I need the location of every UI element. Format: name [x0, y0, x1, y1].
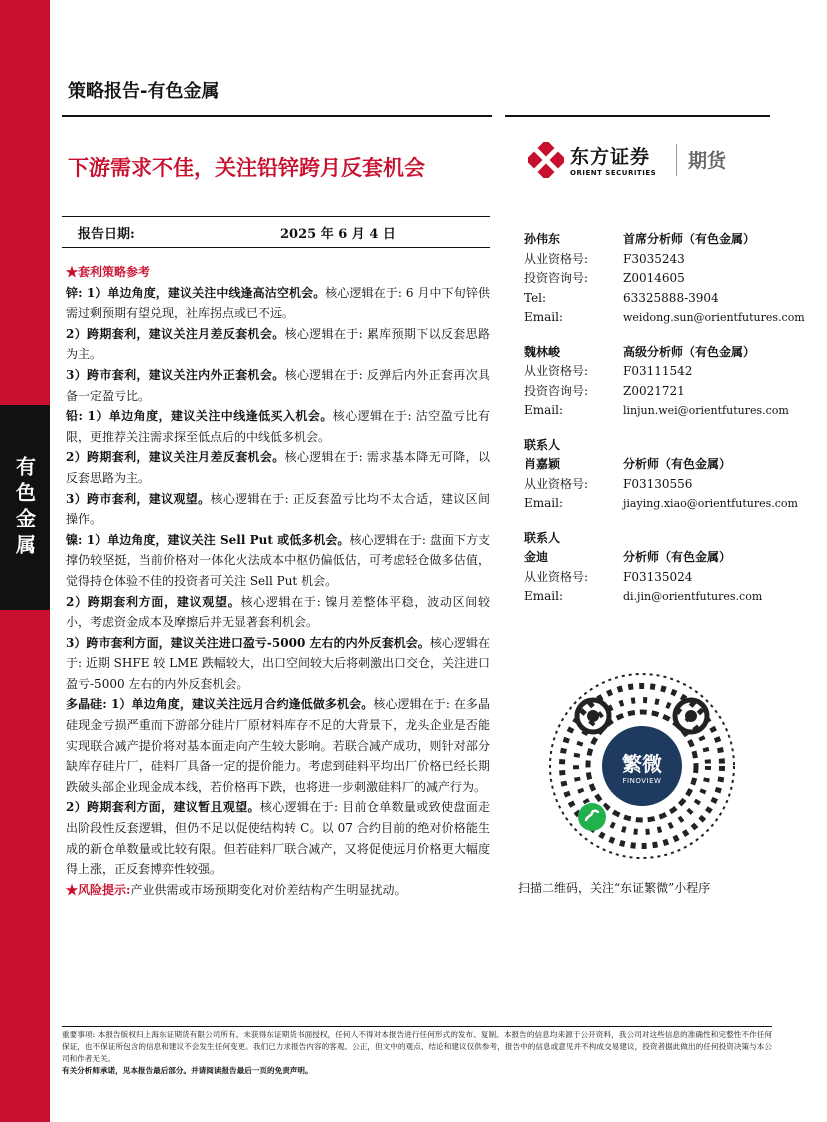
paragraph-lead: 2）跨期套利方面，建议暂且观望。 — [66, 800, 260, 815]
risk-label: ★风险提示: — [66, 882, 131, 897]
analyst-title: 首席分析师（有色金属） — [623, 232, 756, 246]
disclaimer-text: 重要事项: 本报告版权归上海东证期货有限公司所有。未获得东证期货书面授权，任何人不得对本报告进行任何形式的发布、复制。本报告的信息均来源于公开资料，我公司对这些信息的准确性和完整性不作任何保证，也不保证所包含的信息和建议不会发生任何变更。我们已力求报告内容的客观、公正，但文中的观点、结论和建议仅供参考，报告中的信息或意见并不构成交易建议，投资者据此做出的任何投资决策与本公司和作者无关。 — [62, 1030, 772, 1063]
paragraph — [66, 592, 490, 633]
field-value: F03111542 — [623, 364, 693, 378]
qr-center-en: FINOVIEW — [622, 776, 662, 785]
analyst-block — [524, 529, 794, 607]
paragraph-lead: 铅: 1）单边角度，建议关注中线逢低买入机会。 — [66, 409, 333, 424]
paragraph — [66, 694, 490, 797]
field-value: F3035243 — [623, 251, 685, 266]
risk-text: 产业供需或市场预期变化对价差结构产生明显扰动。 — [130, 882, 407, 897]
report-date-value: 2025 年 6 月 4 日 — [280, 227, 396, 242]
disclaimer — [62, 1026, 772, 1077]
mini-program-qr-code[interactable] — [533, 666, 751, 866]
logo-cn: 东方证券 — [570, 146, 651, 168]
analyst-panel — [524, 230, 805, 607]
field-value: 63325888-3904 — [623, 290, 719, 305]
header-rule-left — [62, 115, 492, 117]
analyst-block — [524, 436, 798, 514]
analyst-block — [524, 230, 805, 328]
orient-logo — [528, 140, 768, 180]
paragraph — [66, 489, 490, 530]
paragraph-body: 核心逻辑在于: 反弹后内外正套再次具备一定盈亏比。 — [66, 367, 490, 403]
analyst-name: 金迪 — [524, 550, 549, 564]
report-date-label: 报告日期: — [78, 227, 135, 242]
field-value: Z0014605 — [623, 271, 685, 285]
field-label: 从业资格号: — [524, 251, 589, 266]
paragraph-lead: 锌: 1）单边角度，建议关注中线逢高沽空机会。 — [66, 285, 326, 300]
field-label: 投资咨询号: — [524, 383, 589, 398]
email-link[interactable]: weidong.sun@orientfutures.com — [623, 311, 805, 324]
qr-center-cn: 繁微 — [622, 751, 662, 776]
header-rule-right — [505, 115, 770, 117]
report-type: 策略报告-有色金属 — [68, 81, 220, 102]
field-value: F03130556 — [623, 476, 693, 491]
paragraph-lead: 2）跨期套利方面，建议观望。 — [66, 594, 241, 609]
paragraph-body: 核心逻辑在于: 正反套盈亏比均不太合适，建议区间操作。 — [66, 491, 490, 527]
field-label: 投资咨询号: — [524, 271, 589, 285]
qr-caption: 扫描二维码，关注“东证繁微”小程序 — [518, 881, 711, 895]
paragraph-lead: 3）跨市套利，建议关注内外正套机会。 — [66, 367, 285, 382]
logo-futures: 期货 — [688, 150, 727, 172]
paragraph — [66, 365, 490, 406]
contact-prefix: 联系人 — [524, 530, 561, 545]
paragraph — [66, 447, 490, 488]
field-value: Z0021721 — [623, 383, 685, 398]
paragraph-body: 核心逻辑在于: 需求基本降无可降，以反套思路为主。 — [66, 450, 490, 485]
paragraph — [66, 797, 490, 879]
email-link[interactable]: jiaying.xiao@orientfutures.com — [623, 497, 798, 510]
analyst-name: 肖嘉颖 — [524, 457, 561, 471]
email-link[interactable]: linjun.wei@orientfutures.com — [623, 404, 789, 417]
field-value: F03135024 — [623, 569, 693, 584]
paragraph — [66, 283, 490, 324]
paragraph-lead: 3）跨市套利，建议观望。 — [66, 491, 211, 506]
paragraph — [66, 530, 490, 592]
logo-mark-icon — [528, 142, 564, 178]
mini-program-icon — [577, 802, 607, 832]
field-label: Email: — [524, 403, 564, 417]
analyst-title: 高级分析师（有色金属） — [623, 344, 756, 359]
strategy-header: ★套利策略参考 — [66, 265, 151, 279]
field-label: Email: — [524, 496, 564, 510]
field-label: 从业资格号: — [524, 569, 589, 584]
qr-center-logo — [602, 726, 682, 806]
report-title: 下游需求不佳，关注铅锌跨月反套机会 — [68, 156, 425, 180]
field-label: Email: — [524, 589, 564, 603]
paragraph-body: 核心逻辑在于: 累库预期下以反套思路为主。 — [66, 326, 490, 362]
analyst-title: 分析师（有色金属） — [623, 457, 732, 471]
paragraph-body: 核心逻辑在于: 沽空盈亏比有限，更推荐关注需求探至低点后的中线低多机会。 — [66, 409, 490, 444]
analyst-name: 魏林峻 — [524, 344, 561, 359]
paragraph-lead: 多晶硅: 1）单边角度，建议关注远月合约逢低做多机会。 — [66, 697, 374, 712]
field-label: 从业资格号: — [524, 476, 589, 491]
field-label: 从业资格号: — [524, 364, 589, 378]
paragraph-lead: 2）跨期套利，建议关注月差反套机会。 — [66, 326, 285, 341]
email-link[interactable]: di.jin@orientfutures.com — [623, 590, 763, 603]
paragraph-body: 核心逻辑在于: 在多晶硅现金亏损严重而下游部分硅片厂原材料库存不足的大背景下，龙头企业是否能实现联合减产提价将对基本面走向产生较大影响。若联合减产成功，则针对部分缺库存硅片厂，硅料厂具备一定的提价能力。考虑到硅料平均出厂价格已经长期跌破头部企业现金成本线，若价格再下跌，也将进一步刺激硅料厂的减产行为。 — [66, 697, 491, 794]
paragraph-body: 核心逻辑在于: 近期 SHFE 较 LME 跌幅较大，出口空间较大后将刺激出口交仓，关注进口盈亏-5000 左右的内外反套机会。 — [66, 635, 490, 691]
sector-tab — [0, 405, 50, 610]
logo-divider — [676, 144, 677, 176]
paragraph-body: 核心逻辑在于: 目前仓单数量或致使盘面走出阶段性反套逻辑，但仍不足以促使结构转 C。以 07 合约目前的绝对价格能生成的新仓单数量或比较有限。但若硅料厂联合减产，又将促使远月价格更大幅度得上涨，正反套博弈性较强。 — [66, 800, 491, 877]
paragraph-lead: 镍: 1）单边角度，建议关注 Sell Put 或低多机会。 — [66, 532, 350, 547]
paragraph-body: 核心逻辑在于: 6 月中下旬锌供需过剩预期有望兑现，社库拐点或已不远。 — [66, 285, 490, 321]
paragraph — [66, 324, 490, 365]
sector-tab-label: 有色金属 — [12, 455, 37, 560]
report-date-row — [62, 216, 490, 248]
paragraph-lead: 2）跨期套利，建议关注月差反套机会。 — [66, 450, 285, 465]
paragraph — [66, 633, 490, 695]
field-label: Email: — [524, 310, 564, 324]
disclaimer-note: 有关分析师承诺，见本报告最后部分。并请阅读报告最后一页的免责声明。 — [62, 1066, 313, 1075]
logo-en: ORIENT SECURITIES — [570, 169, 657, 177]
paragraph-lead: 3）跨市套利方面，建议关注进口盈亏-5000 左右的内外反套机会。 — [66, 635, 430, 650]
strategy-body — [66, 262, 490, 900]
paragraph-body: 核心逻辑在于: 盘面下方支撑仍较坚挺，当前价格对一体化火法成本中枢仍偏低估，可考虑轻仓做多估值，觉得持仓体验不佳的投资者可关注 Sell Put 机会。 — [66, 532, 491, 588]
paragraph-body: 核心逻辑在于: 镍月差整体平稳，波动区间较小，考虑资金成本及摩擦后并无显著套利机会。 — [66, 594, 491, 630]
analyst-title: 分析师（有色金属） — [623, 550, 732, 564]
contact-prefix: 联系人 — [524, 437, 561, 452]
field-label: Tel: — [524, 290, 547, 305]
analyst-block — [524, 343, 794, 421]
analyst-name: 孙伟东 — [524, 232, 561, 246]
risk-warning — [66, 880, 490, 901]
paragraph — [66, 406, 490, 447]
